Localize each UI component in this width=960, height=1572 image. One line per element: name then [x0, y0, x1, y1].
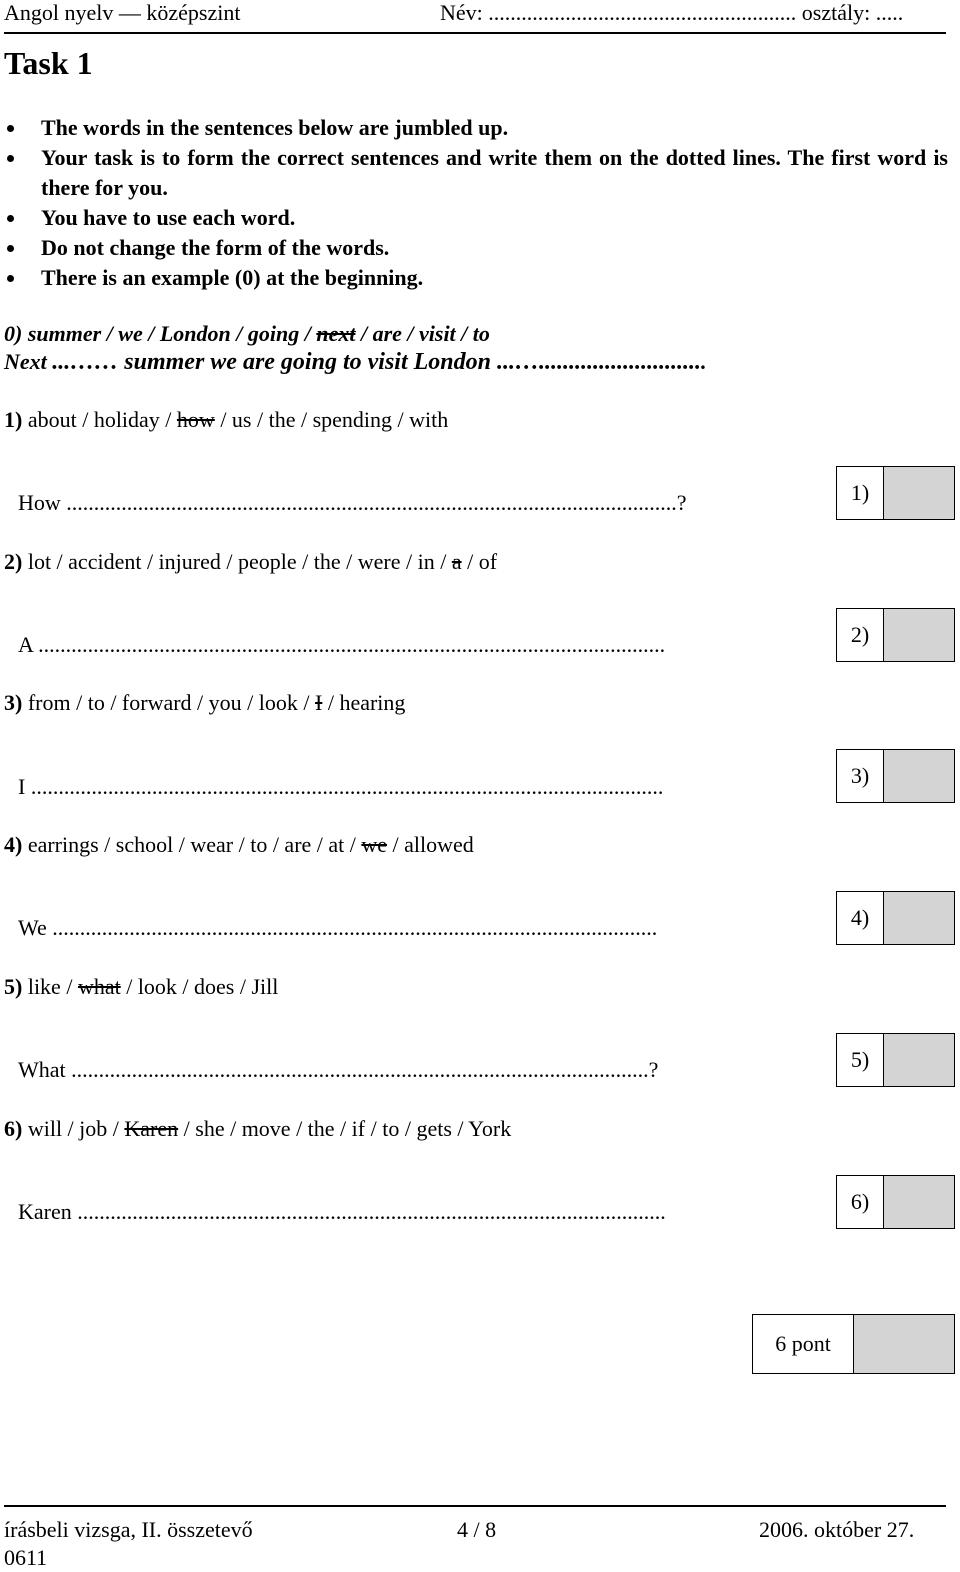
example-prompt-words: 0) summer / we / London / going /	[4, 321, 317, 346]
total-points-box[interactable]	[854, 1314, 955, 1374]
total-points-label: 6 pont	[752, 1314, 854, 1374]
score-box-label: 4)	[836, 891, 884, 945]
item-words: lot / accident / injured / people / the / were / in /	[22, 549, 452, 574]
score-box[interactable]	[884, 891, 955, 945]
answer-line[interactable]: I ...................................................................................................................	[18, 774, 664, 799]
item-words: earrings / school / wear / to / are / at /	[22, 832, 362, 857]
item-number: 1)	[4, 407, 23, 432]
item-struck-word: how	[176, 407, 215, 432]
item-struck-word: a	[451, 549, 462, 574]
instruction-item: There is an example (0) at the beginning.	[4, 263, 948, 293]
item-struck-word: I	[315, 690, 323, 715]
score-box[interactable]	[884, 1033, 955, 1087]
footer-date: 2006. október 27.	[759, 1517, 915, 1542]
footer-page-number: 4 / 8	[457, 1517, 497, 1542]
item-words-end: / allowed	[387, 832, 474, 857]
score-box[interactable]	[884, 608, 955, 662]
score-box-label: 2)	[836, 608, 884, 662]
header-subject: Angol nyelv — középszint	[4, 0, 241, 25]
score-box[interactable]	[884, 749, 955, 803]
item-words-end: / look / does / Jill	[120, 974, 279, 999]
item-words-end: / hearing	[322, 690, 406, 715]
item-number: 2)	[4, 549, 23, 574]
score-box[interactable]	[884, 1175, 955, 1229]
item-number: 5)	[4, 974, 23, 999]
item-struck-word: what	[77, 974, 121, 999]
item-number: 4)	[4, 832, 23, 857]
score-box-label: 3)	[836, 749, 884, 803]
example-answer-start: Next	[4, 349, 47, 374]
answer-line[interactable]: What .........................................................................................................?	[18, 1057, 659, 1082]
item-number: 6)	[4, 1116, 23, 1141]
footer-rule	[4, 1505, 946, 1507]
instruction-item: The words in the sentences below are jumbled up.	[4, 113, 948, 143]
item-words-end: / she / move / the / if / to / gets / York	[178, 1116, 512, 1141]
instruction-item: You have to use each word.	[4, 203, 948, 233]
item-struck-word: we	[361, 832, 388, 857]
item-number: 3)	[4, 690, 23, 715]
answer-line[interactable]: How ...............................................................................................................?	[18, 490, 687, 515]
item-prompt	[4, 549, 497, 575]
header-name-field: Név: ........................................................ osztály: .....	[440, 0, 904, 25]
item-words-end: / us / the / spending / with	[214, 407, 449, 432]
example-answer-end: .	[700, 349, 707, 374]
item-prompt	[4, 974, 278, 1000]
item-prompt	[4, 690, 405, 716]
item-words: from / to / forward / you / look /	[22, 690, 316, 715]
example-struck-word: next	[316, 321, 356, 346]
answer-line[interactable]: We ..............................................................................................................	[18, 915, 658, 940]
item-words: will / job /	[22, 1116, 125, 1141]
score-box-label: 5)	[836, 1033, 884, 1087]
task-title: Task 1	[4, 45, 93, 81]
example-answer-text: ...…… summer we are going to visit London ...…...........................	[52, 349, 701, 375]
score-box-label: 6)	[836, 1175, 884, 1229]
item-prompt	[4, 407, 448, 433]
item-prompt	[4, 1116, 511, 1142]
example-answer	[4, 349, 706, 376]
item-words: like /	[22, 974, 78, 999]
item-struck-word: Karen	[124, 1116, 179, 1141]
instruction-list	[4, 113, 948, 293]
instruction-item: Your task is to form the correct sentences and write them on the dotted lines. The first word is there for you.	[4, 143, 948, 203]
answer-line[interactable]: A ..................................................................................................................	[18, 632, 666, 657]
score-box-label: 1)	[836, 466, 884, 520]
instruction-item: Do not change the form of the words.	[4, 233, 948, 263]
header-rule	[4, 32, 946, 34]
item-words: about / holiday /	[22, 407, 177, 432]
footer-code: 0611	[4, 1545, 48, 1570]
example-prompt-words-end: / are / visit / to	[355, 321, 490, 346]
item-prompt	[4, 832, 474, 858]
item-words-end: / of	[461, 549, 498, 574]
answer-line[interactable]: Karen ...........................................................................................................	[18, 1199, 666, 1224]
score-box[interactable]	[884, 466, 955, 520]
example-prompt	[4, 321, 490, 347]
footer-exam-name: írásbeli vizsga, II. összetevő	[4, 1517, 253, 1542]
